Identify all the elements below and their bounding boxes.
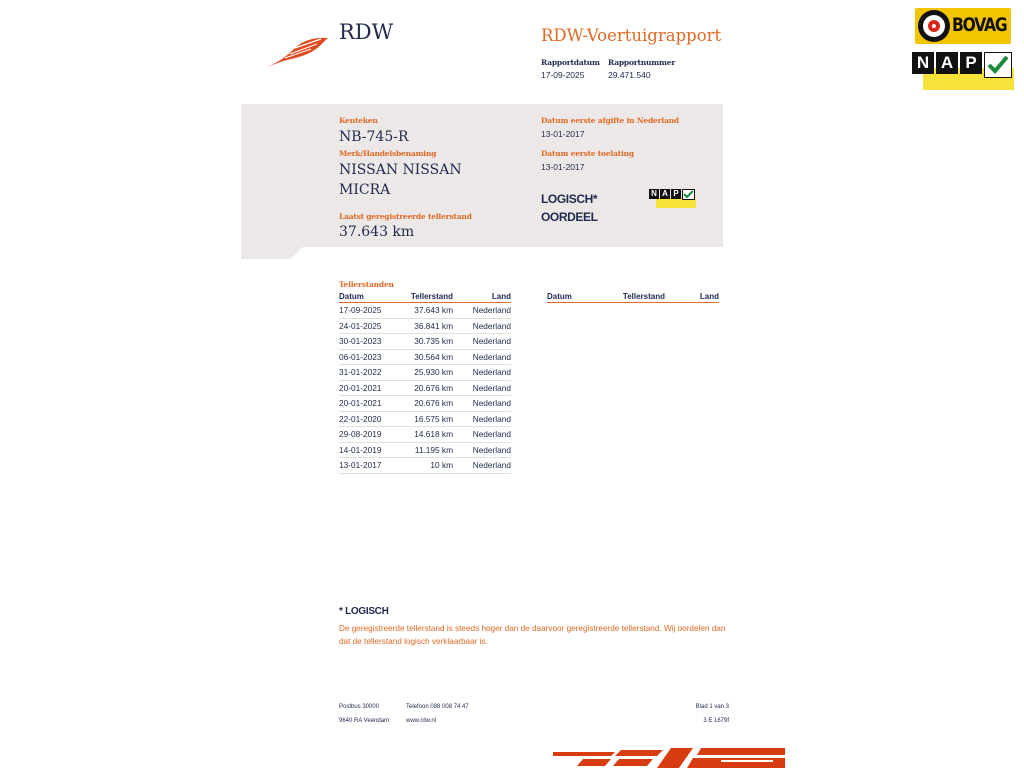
odometer-label: Laatst geregistreerde tellerstand	[339, 212, 472, 221]
readings-table-2	[547, 292, 719, 303]
decorative-stripes	[553, 746, 785, 768]
col-reading: Tellerstand	[405, 292, 453, 303]
small-nap-letter-p: P	[671, 189, 681, 199]
first-nl-value: 13-01-2017	[541, 129, 585, 139]
make-line-1: NISSAN NISSAN	[339, 162, 462, 178]
vehicle-info-panel	[241, 104, 723, 247]
table-row	[339, 458, 511, 474]
reading-km: 37.643 km	[405, 303, 453, 319]
reading-date: 22-01-2020	[339, 411, 405, 427]
make-label: Merk/Handelsbenaming	[339, 149, 437, 158]
small-nap-letter-n: N	[649, 189, 659, 199]
reading-country: Nederland	[453, 349, 511, 365]
table-row	[339, 318, 511, 334]
panel-tab	[241, 247, 303, 259]
readings-table	[339, 292, 511, 474]
small-nap-letter-a: A	[660, 189, 670, 199]
table-row	[339, 303, 511, 319]
nap-check-icon	[984, 52, 1012, 78]
readings-header-row-2	[547, 292, 719, 303]
table-row	[339, 442, 511, 458]
reading-country: Nederland	[453, 411, 511, 427]
reading-date: 30-01-2023	[339, 334, 405, 350]
make-line-2: MICRA	[339, 182, 391, 198]
reading-km: 11.195 km	[405, 442, 453, 458]
reading-date: 31-01-2022	[339, 365, 405, 381]
reading-date: 06-01-2023	[339, 349, 405, 365]
reading-km: 10 km	[405, 458, 453, 474]
first-admission-value: 13-01-2017	[541, 162, 585, 172]
reading-km: 14.618 km	[405, 427, 453, 443]
bovag-wordmark: BOVAG	[952, 14, 1007, 36]
reading-date: 29-08-2019	[339, 427, 405, 443]
small-nap-logo	[649, 189, 697, 201]
nap-letter-p: P	[960, 52, 982, 74]
readings-title: Tellerstanden	[339, 280, 394, 289]
first-nl-label: Datum eerste afgifte in Nederland	[541, 116, 679, 125]
reading-date: 20-01-2021	[339, 396, 405, 412]
reading-country: Nederland	[453, 442, 511, 458]
reading-country: Nederland	[453, 318, 511, 334]
reading-km: 20.676 km	[405, 396, 453, 412]
readings-header-row	[339, 292, 511, 303]
nap-letter-a: A	[936, 52, 958, 74]
table-row	[339, 380, 511, 396]
verdict-line-2: OORDEEL	[541, 210, 598, 224]
footer-code: 3 E 1679f	[703, 718, 729, 724]
first-admission-label: Datum eerste toelating	[541, 149, 634, 158]
col-reading-2: Tellerstand	[605, 292, 665, 303]
reading-date: 24-01-2025	[339, 318, 405, 334]
reading-country: Nederland	[453, 380, 511, 396]
reading-country: Nederland	[453, 458, 511, 474]
odometer-value: 37.643 km	[339, 224, 415, 240]
reading-country: Nederland	[453, 427, 511, 443]
reading-country: Nederland	[453, 396, 511, 412]
report-number: 29.471.540	[608, 70, 651, 80]
nap-letter-n: N	[912, 52, 934, 74]
reading-date: 20-01-2021	[339, 380, 405, 396]
reading-date: 13-01-2017	[339, 458, 405, 474]
col-date-2: Datum	[547, 292, 605, 303]
table-row	[339, 411, 511, 427]
reading-km: 30.564 km	[405, 349, 453, 365]
verdict-line-1: LOGISCH*	[541, 192, 598, 206]
col-country-2: Land	[665, 292, 719, 303]
table-row	[339, 349, 511, 365]
table-row	[339, 334, 511, 350]
reading-km: 36.841 km	[405, 318, 453, 334]
org-name: RDW	[339, 20, 394, 44]
report-date-label: Rapportdatum	[541, 58, 600, 67]
reading-km: 20.676 km	[405, 380, 453, 396]
col-date: Datum	[339, 292, 405, 303]
reading-km: 25.930 km	[405, 365, 453, 381]
footer-page: Blad 1 van 3	[695, 704, 729, 710]
reading-country: Nederland	[453, 303, 511, 319]
table-row	[339, 365, 511, 381]
rdw-feather-logo	[265, 34, 331, 70]
footnote-title: * LOGISCH	[339, 606, 389, 617]
table-row	[339, 427, 511, 443]
readings-body	[339, 303, 511, 474]
nap-logo	[912, 52, 1014, 78]
bovag-logo	[915, 8, 1011, 44]
report-number-label: Rapportnummer	[608, 58, 676, 67]
footer-address-1: Postbus 30000	[339, 704, 380, 710]
footer-web-link[interactable]: www.rdw.nl	[406, 718, 437, 724]
reading-km: 30.735 km	[405, 334, 453, 350]
reading-country: Nederland	[453, 334, 511, 350]
footer-address-2: 9640 RA Veendam	[339, 718, 390, 724]
report-date: 17-09-2025	[541, 70, 585, 80]
reading-date: 14-01-2019	[339, 442, 405, 458]
footer-phone: Telefoon 088 008 74 47	[406, 704, 469, 710]
reading-country: Nederland	[453, 365, 511, 381]
reading-km: 16.575 km	[405, 411, 453, 427]
small-nap-check-icon	[682, 189, 695, 200]
plate-value: NB-745-R	[339, 129, 409, 145]
bovag-circle-icon	[918, 10, 950, 42]
report-title: RDW-Voertuigrapport	[541, 26, 722, 45]
plate-label: Kenteken	[339, 116, 378, 125]
reading-date: 17-09-2025	[339, 303, 405, 319]
table-row	[339, 396, 511, 412]
footnote-text: De geregistreerde tellerstand is steeds hoger dan de daarvoor geregistreerde tellerstand. Wij oordelen dan dat de tellerstand logisch verklaarbaar is.	[339, 624, 726, 646]
col-country: Land	[453, 292, 511, 303]
